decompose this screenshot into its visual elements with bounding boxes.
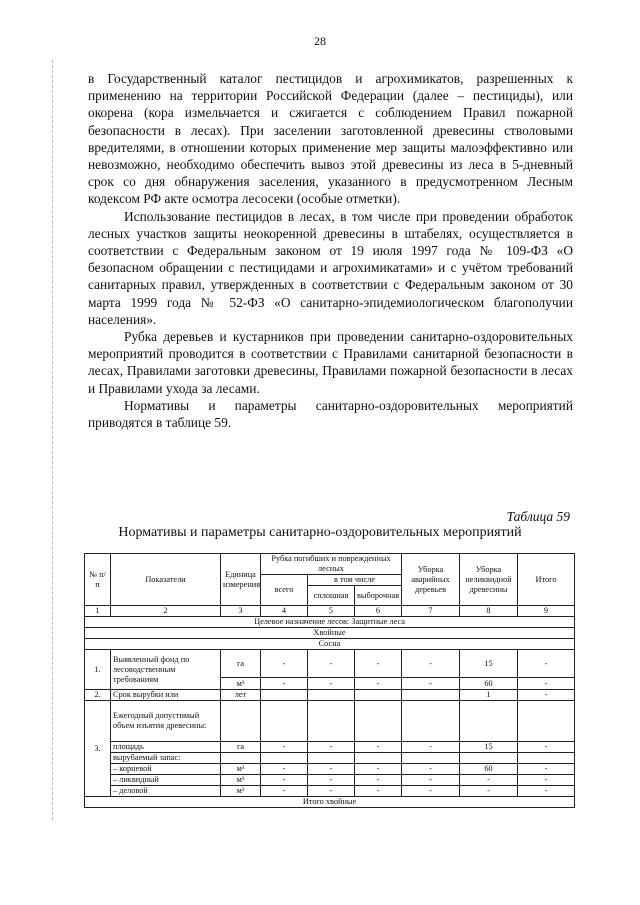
row-num: 1. <box>85 650 111 690</box>
page-number: 28 <box>314 34 326 48</box>
cell <box>308 690 355 701</box>
row-unit: м³ <box>221 775 261 786</box>
col-number: 8 <box>460 606 518 617</box>
species-row: Сосна <box>85 639 575 650</box>
cell: - <box>518 650 575 678</box>
col-number: 4 <box>261 606 308 617</box>
cell <box>402 690 460 701</box>
header-num: № п/п <box>85 554 111 606</box>
cell: - <box>355 775 402 786</box>
cell: - <box>355 764 402 775</box>
paragraph-4: Нормативы и параметры санитарно-оздоровительных мероприятий приводятся в таблице 59. <box>88 397 573 431</box>
cell: - <box>402 678 460 690</box>
col-number: 2 <box>111 606 221 617</box>
row-unit: лет <box>221 690 261 701</box>
cell: - <box>308 678 355 690</box>
row-label: Выявленный фонд по лесоводственным требованиям <box>111 650 221 690</box>
header-total: всего <box>261 575 308 606</box>
cell: - <box>518 690 575 701</box>
cell: 15 <box>460 742 518 753</box>
table-row <box>85 775 575 786</box>
row-label: – ликвидный <box>111 775 221 786</box>
row-unit: м³ <box>221 786 261 797</box>
header-unit: Единица измерения <box>221 554 261 606</box>
header-sum: Итого <box>518 554 575 606</box>
cell: - <box>308 650 355 678</box>
cell: - <box>308 786 355 797</box>
cell: 15 <box>460 650 518 678</box>
table-row <box>85 764 575 775</box>
cell: - <box>402 764 460 775</box>
cell: - <box>518 764 575 775</box>
cell: - <box>261 742 308 753</box>
col-number: 7 <box>402 606 460 617</box>
cell: - <box>261 764 308 775</box>
table-row <box>85 753 575 764</box>
col-number: 6 <box>355 606 402 617</box>
row-unit: га <box>221 650 261 678</box>
table-row <box>85 786 575 797</box>
cell: - <box>460 786 518 797</box>
group-row: Хвойные <box>85 628 575 639</box>
row-label: Ежегодный допустимый объем изъятия древесины: <box>111 701 221 742</box>
row-num: 3. <box>85 701 111 797</box>
cell: - <box>355 742 402 753</box>
table-caption: Таблица 59 <box>506 509 570 524</box>
paragraph-3: Рубка деревьев и кустарников при проведении санитарно-оздоровительных мероприятий проводится в соответствии с Правилами санитарной безопасности в лесах, Правилами заготовки древесины, Правилами пожарной безопасности в лесах и Правилами ухода за лесами. <box>88 329 573 396</box>
row-label: вырубаемый запас: <box>111 753 221 764</box>
row-unit: га <box>221 742 261 753</box>
col-number: 1 <box>85 606 111 617</box>
cell: - <box>308 775 355 786</box>
row-label: – корневой <box>111 764 221 775</box>
table-row <box>85 701 575 742</box>
cell: - <box>518 775 575 786</box>
header-cleanup2: Уборка неликвидной древесины <box>460 554 518 606</box>
column-numbers-row <box>85 606 575 617</box>
paragraph-1: в Государственный каталог пестицидов и агрохимикатов, разрешенных к применению на территории Российской Федерации (далее – пестициды), или окорена (кора измельчается и сжигается с соблюдением Правил пожарной безопасности в лесах). При заселении заготовленной древесины стволовыми вредителями, в отношении которых применение мер защиты малоэффективно или невозможно, необходимо обеспечить вывоз этой древесины из леса в 5-дневный срок со дня обнаружения заселения, указанного в предусмотренном Лесным кодексом РФ акте осмотра лесосеки (особые отметки). <box>88 71 573 207</box>
table-title: Нормативы и параметры санитарно-оздоровительных мероприятий <box>118 525 522 540</box>
cell: - <box>261 650 308 678</box>
header-cleanup: Уборка аварийных деревьев <box>402 554 460 606</box>
table-row <box>85 690 575 701</box>
cell: - <box>261 775 308 786</box>
cell: 1 <box>460 690 518 701</box>
cell: - <box>460 775 518 786</box>
row-unit: м³ <box>221 678 261 690</box>
row-label: Срок вырубки или <box>111 690 221 701</box>
row-label: – деловой <box>111 786 221 797</box>
header-solid: сплошная <box>308 586 355 606</box>
cell: - <box>402 775 460 786</box>
cell: 60 <box>460 678 518 690</box>
row-num: 2. <box>85 690 111 701</box>
cell: - <box>355 650 402 678</box>
purpose-row: Целевое назначение лесов: Защитные леса <box>85 617 575 628</box>
cell: - <box>518 786 575 797</box>
cell: - <box>518 678 575 690</box>
cell: - <box>261 786 308 797</box>
total-row: Итого хвойные <box>85 797 575 808</box>
cell: - <box>261 678 308 690</box>
cell: - <box>308 742 355 753</box>
row-unit: м³ <box>221 764 261 775</box>
table-row <box>85 650 575 678</box>
cell: - <box>518 742 575 753</box>
cell: - <box>355 678 402 690</box>
left-margin-dashes <box>52 60 53 820</box>
cell: - <box>308 764 355 775</box>
paragraph-2: Использование пестицидов в лесах, в том числе при проведении обработок лесных участков защиты неокоренной древесины в штабелях, осуществляется в соответствии с Федеральным законом от 19 июля 1997 года № 109-ФЗ «О безопасном обращении с пестицидами и агрохимикатами» и с учётом требований санитарных правил, утвержденных в соответствии с Федеральным законом от 30 марта 1999 года № 52-ФЗ «О санитарно-эпидемиологическом благополучии населения». <box>88 208 573 327</box>
col-number: 5 <box>308 606 355 617</box>
cell: - <box>402 742 460 753</box>
col-number: 9 <box>518 606 575 617</box>
header-selective: выборочная <box>355 586 402 606</box>
cell: - <box>402 786 460 797</box>
header-indicator: Показатели <box>111 554 221 606</box>
cell: - <box>355 786 402 797</box>
norms-table <box>84 553 575 808</box>
document-body <box>88 70 573 431</box>
cell <box>261 690 308 701</box>
header-incl: в том числе <box>308 575 402 586</box>
header-felling: Рубка погибших и поврежденных лесных <box>261 554 402 575</box>
cell: 60 <box>460 764 518 775</box>
col-number: 3 <box>221 606 261 617</box>
row-label: площадь <box>111 742 221 753</box>
table-row <box>85 742 575 753</box>
cell: - <box>402 650 460 678</box>
cell <box>355 690 402 701</box>
